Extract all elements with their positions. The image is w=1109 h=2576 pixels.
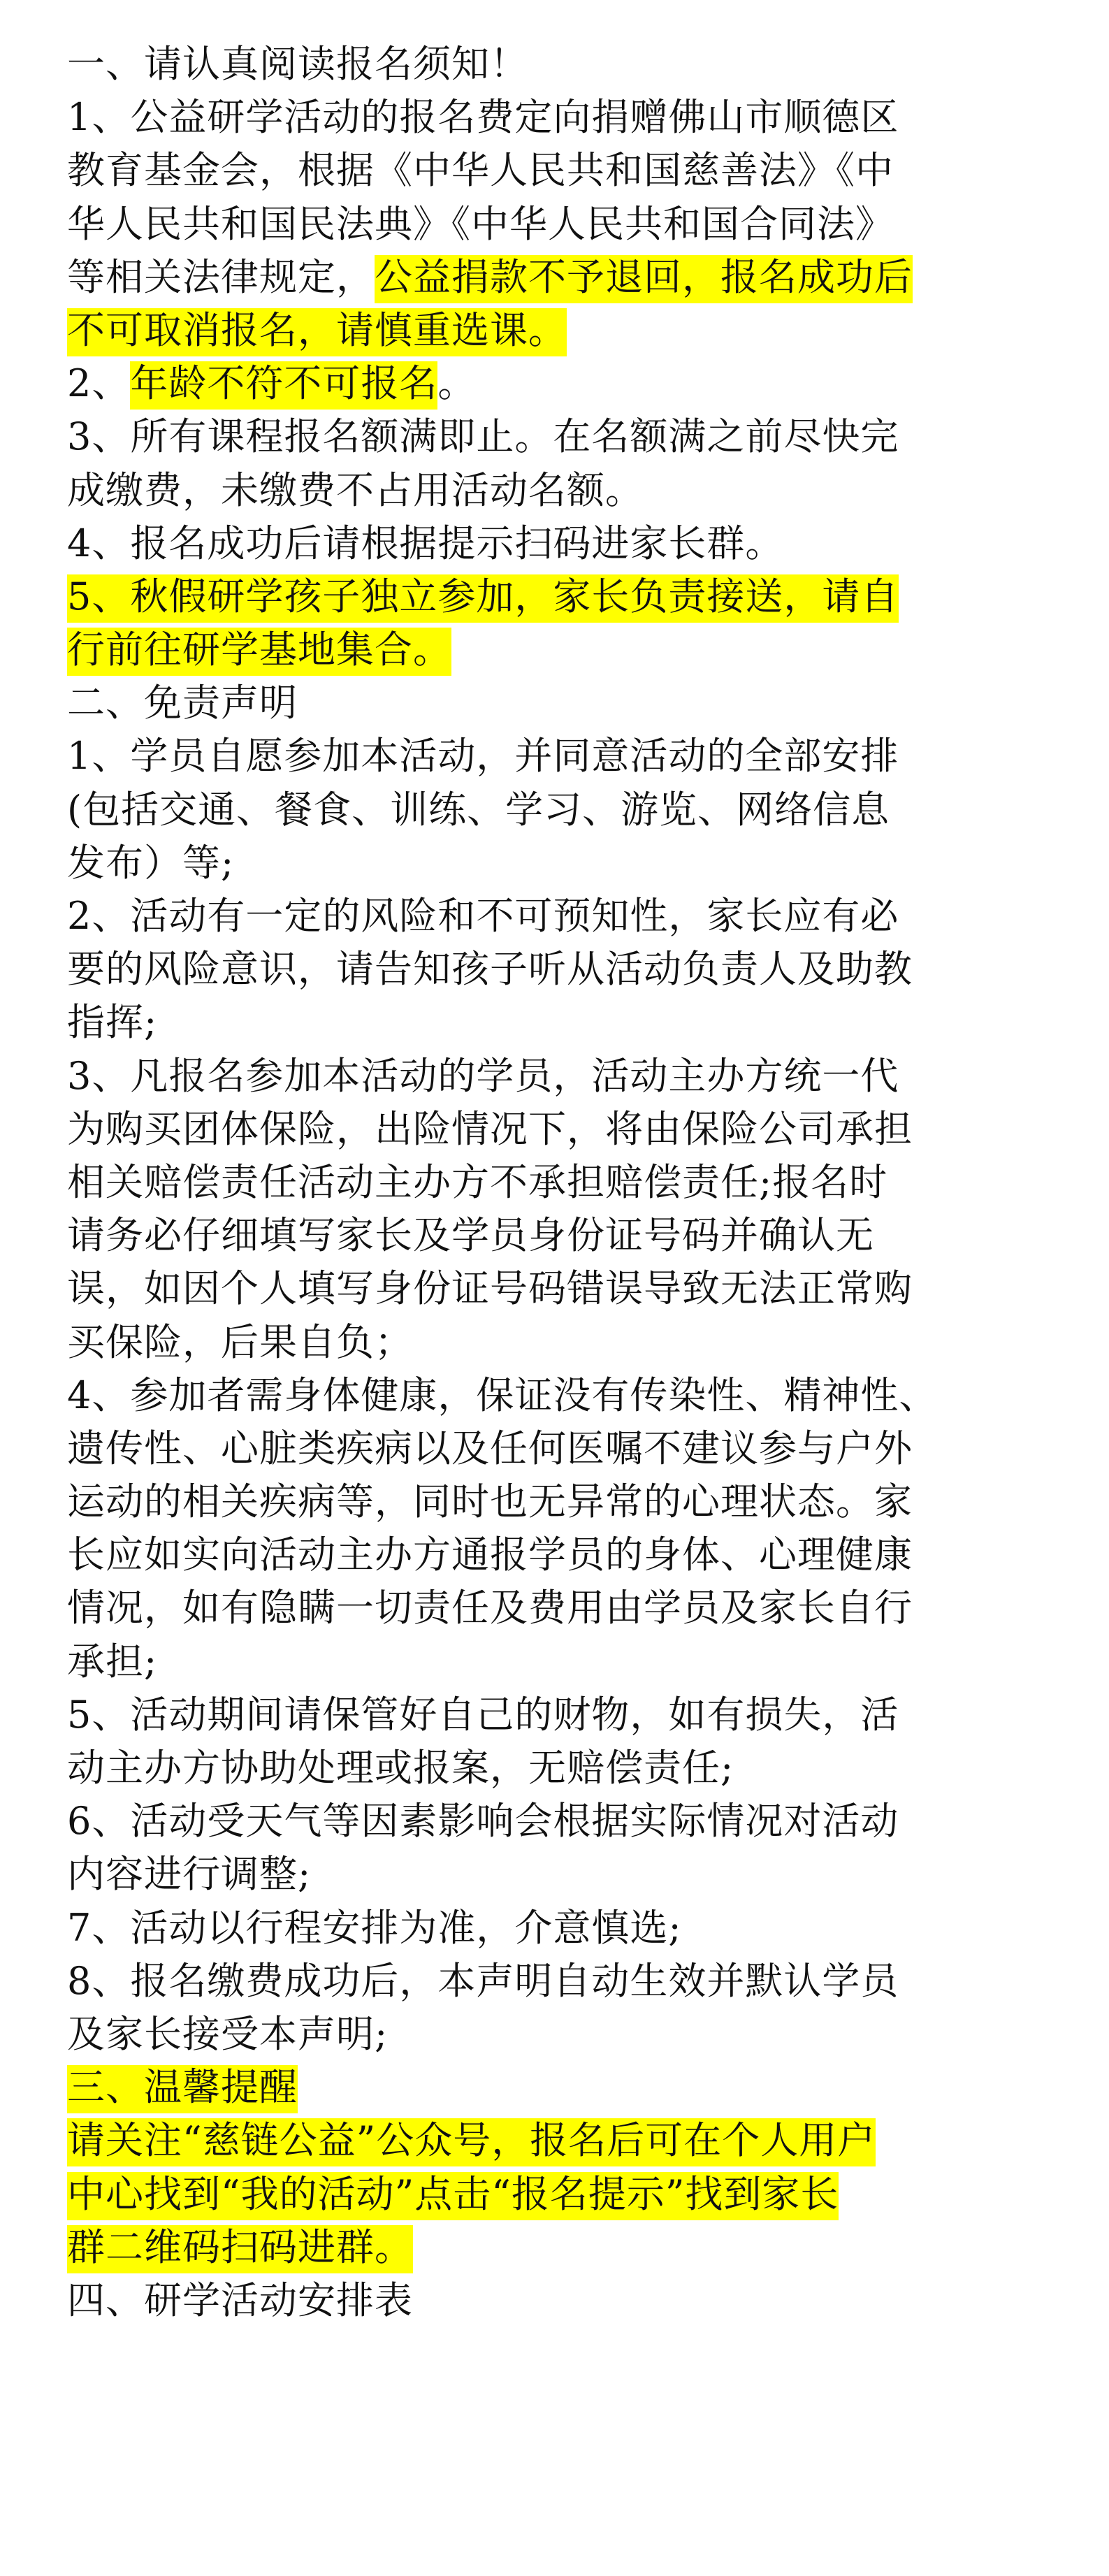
line-text: (包括交通、餐食、训练、学习、游览、网络信息 — [67, 787, 890, 832]
text-line — [67, 676, 1053, 730]
line-text: 4、参加者需身体健康，保证没有传染性、精神性、 — [67, 1373, 938, 1417]
line-text: 3、所有课程报名额满即止。在名额满之前尽快完 — [67, 414, 899, 459]
line-text: 买保险，后果自负； — [67, 1319, 413, 1364]
line-text: 四、研学活动安排表 — [67, 2278, 413, 2322]
text-line — [67, 251, 1053, 304]
text-line — [67, 1262, 1053, 1315]
text-line — [67, 943, 1053, 996]
highlighted-text: 三、温馨提醒 — [67, 2065, 298, 2113]
text-line — [67, 1103, 1053, 1156]
text-line — [67, 2221, 1053, 2274]
text-line — [67, 1902, 1053, 1955]
text-line — [67, 890, 1053, 943]
text-line — [67, 1635, 1053, 1688]
line-text: 情况，如有隐瞒一切责任及费用由学员及家长自行 — [67, 1586, 913, 1630]
line-text: 请务必仔细填写家长及学员身份证号码并确认无 — [67, 1213, 874, 1258]
text-line — [67, 1528, 1053, 1582]
line-text: 成缴费，未缴费不占用活动名额。 — [67, 468, 644, 512]
highlighted-text: 年龄不符不可报名 — [130, 361, 437, 410]
line-text: 指挥; — [67, 1000, 158, 1045]
highlighted-text: 不可取消报名，请慎重选课。 — [67, 308, 567, 356]
text-line — [67, 2114, 1053, 2167]
text-line — [67, 730, 1053, 783]
text-line — [67, 783, 1053, 837]
line-text: 内容进行调整; — [67, 1852, 312, 1897]
line-text: 华人民共和国民法典》《中华人民共和国合同法》 — [67, 201, 894, 246]
text-line — [67, 1582, 1053, 1635]
text-line — [67, 1742, 1053, 1795]
text-line — [67, 2061, 1053, 2114]
text-line — [67, 1848, 1053, 1901]
text-line — [67, 1050, 1053, 1103]
text-line — [67, 570, 1053, 623]
text-line — [67, 2274, 1053, 2327]
highlighted-text: 公益捐款不予退回，报名成功后 — [375, 255, 913, 303]
text-line — [67, 198, 1053, 251]
line-text: 遗传性、心脏类疾病以及任何医嘱不建议参与户外 — [67, 1426, 913, 1470]
line-text: 运动的相关疾病等，同时也无异常的心理状态。家 — [67, 1479, 913, 1524]
line-text: 二、免责声明 — [67, 681, 298, 725]
text-line — [67, 1795, 1053, 1848]
text-line — [67, 91, 1053, 144]
text-line — [67, 623, 1053, 676]
text-line — [67, 2168, 1053, 2221]
line-text: 发布）等; — [67, 840, 235, 885]
highlighted-text: 5、秋假研学孩子独立参加，家长负责接送，请自 — [67, 574, 899, 623]
highlighted-text: 行前往研学基地集合。 — [67, 628, 451, 676]
line-text: 误，如因个人填写身份证号码错误导致无法正常购 — [67, 1266, 913, 1311]
text-line — [67, 517, 1053, 570]
text-line — [67, 996, 1053, 1049]
line-text: 7、活动以行程安排为准，介意慎选; — [67, 1905, 682, 1950]
text-line — [67, 144, 1053, 197]
text-line — [67, 1688, 1053, 1742]
text-line — [67, 1422, 1053, 1475]
line-text: 动主办方协助处理或报案，无赔偿责任; — [67, 1746, 734, 1790]
line-text: 1、学员自愿参加本活动，并同意活动的全部安排 — [67, 734, 899, 779]
text-line — [67, 357, 1053, 410]
text-line — [67, 1369, 1053, 1422]
text-line — [67, 304, 1053, 357]
text-line — [67, 38, 1053, 91]
highlighted-text: 群二维码扫码进群。 — [67, 2225, 413, 2273]
line-text: 相关赔偿责任活动主办方不承担赔偿责任;报名时 — [67, 1159, 888, 1204]
line-text: 及家长接受本声明; — [67, 2011, 389, 2056]
highlighted-text: 中心找到“我的活动”点击“报名提示”找到家长 — [67, 2172, 839, 2220]
line-text: 1、公益研学活动的报名费定向捐赠佛山市顺德区 — [67, 95, 899, 140]
text-line — [67, 1955, 1053, 2008]
line-text: 3、凡报名参加本活动的学员，活动主办方统一代 — [67, 1053, 899, 1098]
line-text: 承担; — [67, 1639, 158, 1684]
text-line — [67, 1316, 1053, 1369]
line-text: 为购买团体保险，出险情况下，将由保险公司承担 — [67, 1106, 913, 1151]
line-text: 教育基金会，根据《中华人民共和国慈善法》《中 — [67, 148, 894, 193]
line-text: 。 — [437, 361, 477, 406]
text-line — [67, 2008, 1053, 2061]
line-text: 6、活动受天气等因素影响会根据实际情况对活动 — [67, 1799, 899, 1844]
line-text: 等相关法律规定， — [67, 254, 375, 299]
highlighted-text: 请关注“慈链公益”公众号，报名后可在个人用户 — [67, 2118, 876, 2166]
line-text: 2、活动有一定的风险和不可预知性，家长应有必 — [67, 894, 899, 938]
line-text: 4、报名成功后请根据提示扫码进家长群。 — [67, 521, 784, 565]
line-text: 5、活动期间请保管好自己的财物，如有损失，活 — [67, 1692, 899, 1737]
text-line — [67, 1209, 1053, 1262]
line-text: 要的风险意识，请告知孩子听从活动负责人及助教 — [67, 947, 913, 992]
line-text: 2、 — [67, 361, 131, 406]
text-line — [67, 464, 1053, 517]
text-line — [67, 837, 1053, 890]
line-text: 长应如实向活动主办方通报学员的身体、心理健康 — [67, 1533, 913, 1577]
line-text: 一、请认真阅读报名须知！ — [67, 42, 528, 86]
text-line — [67, 1475, 1053, 1528]
line-text: 8、报名缴费成功后，本声明自动生效并默认学员 — [67, 1958, 899, 2003]
text-line — [67, 410, 1053, 463]
text-line — [67, 1156, 1053, 1209]
